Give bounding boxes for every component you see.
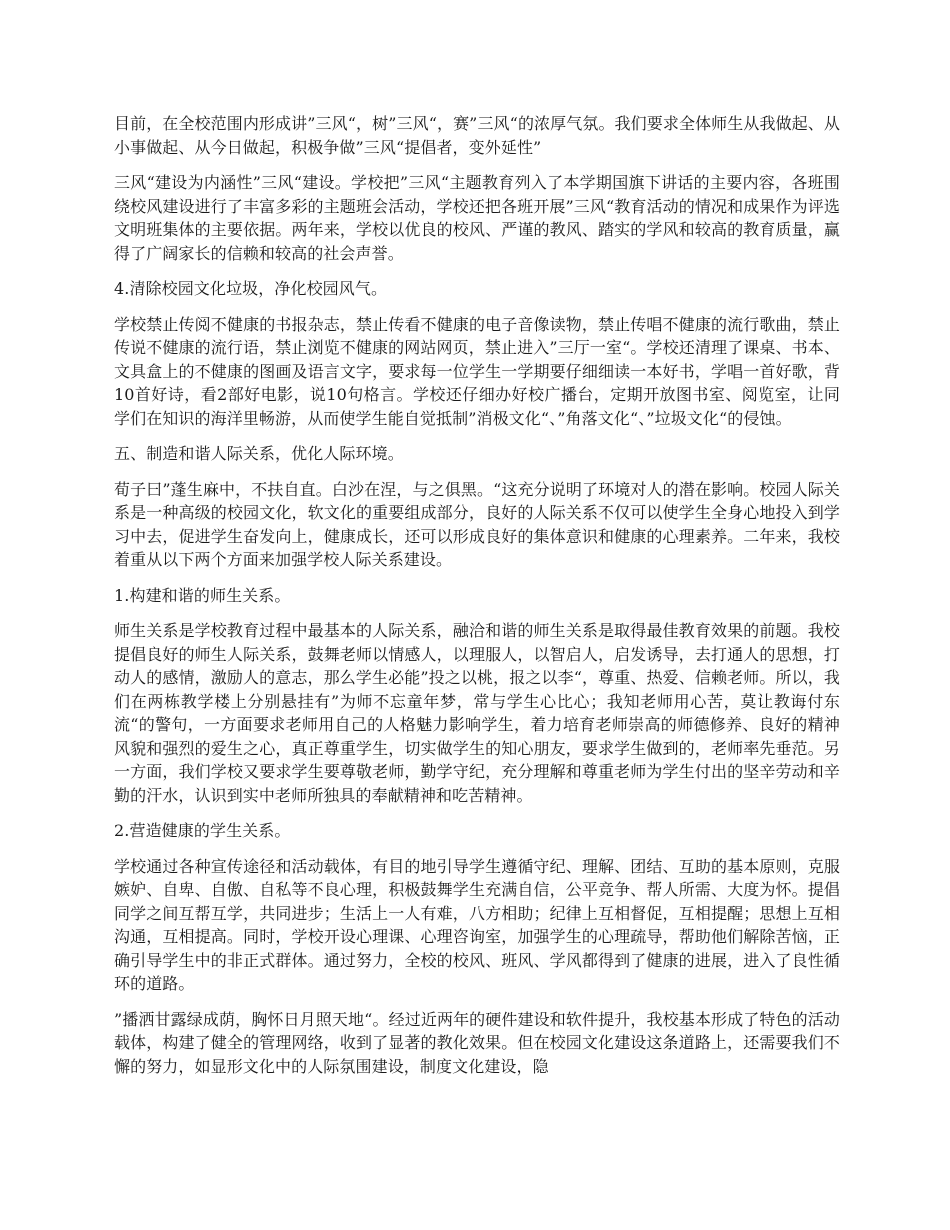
paragraph-4: 荀子曰”蓬生麻中，不扶自直。白沙在涅，与之俱黑。“这充分说明了环境对人的潜在影响。校园人际关系是一种高级的校园文化，软文化的重要组成部分，良好的人际关系不仅可以使学生全身心地投入到学习中去，促进学生奋发向上，健康成长，还可以形成良好的集体意识和健康的心理素养。二年来，我校着重从以下两个方面来加强学校人际关系建设。: [114, 479, 840, 569]
section-heading-5: 五、制造和谐人际关系，优化人际环境。: [114, 444, 404, 463]
paragraph-2: 三风“建设为内涵性”三风“建设。学校把”三风“主题教育列入了本学期国旗下讲话的主要内容，各班围绕校风建设进行了丰富多彩的主题班会活动，学校还把各班开展”三风“教育活动的情况和成果作为评选文明班集体的主要依据。两年来，学校以优良的校风、严谨的教风、踏实的学风和较高的教育质量，赢得了广阔家长的信赖和较高的社会声誉。: [114, 173, 840, 263]
paragraph-7: ”播洒甘露绿成荫，胸怀日月照天地“。经过近两年的硬件建设和软件提升，我校基本形成了特色的活动载体，构建了健全的管理网络，收到了显著的教化效果。但在校园文化建设这条道路上，还需要我们不懈的努力，如显形文化中的人际氛围建设，制度文化建设，隐: [114, 1009, 840, 1076]
paragraph-1: 目前，在全校范围内形成讲”三风“，树”三风“，赛”三风“的浓厚气氛。我们要求全体师生从我做起、从小事做起、从今日做起，积极争做”三风“提倡者，变外延性”: [114, 114, 840, 157]
paragraph-6: 学校通过各种宣传途径和活动载体，有目的地引导学生遵循守纪、理解、团结、互助的基本原则，克服嫉妒、自卑、自傲、自私等不良心理，积极鼓舞学生充满自信，公平竞争、帮人所需、大度为怀。提倡同学之间互帮互学，共同进步；生活上一人有难，八方相助；纪律上互相督促，互相提醒；思想上互相沟通，互相提高。同时，学校开设心理课、心理咨询室，加强学生的心理疏导，帮助他们解除苦恼，正确引导学生中的非正式群体。通过努力，全校的校风、班风、学风都得到了健康的进展，进入了良性循环的道路。: [114, 856, 840, 993]
document-body: [114, 112, 840, 1090]
subsection-heading-1: 1.构建和谐的师生关系。: [114, 585, 291, 605]
paragraph-5: 师生关系是学校教育过程中最基本的人际关系，融洽和谐的师生关系是取得最佳教育效果的前题。我校提倡良好的师生人际关系，鼓舞老师以情感人，以理服人，以智启人，启发诱导，去打通人的思想，打动人的感情，激励人的意志，那么学生必能”投之以桃，报之以李“，尊重、热爱、信赖老师。所以，我们在两栋教学楼上分别悬挂有”为师不忘童年梦，常与学生心比心；我知老师用心苦，莫让教诲付东流“的警句，一方面要求老师用自己的人格魅力影响学生，着力培育老师崇高的师德修养、良好的精神风貌和强烈的爱生之心，真正尊重学生，切实做学生的知心朋友，要求学生做到的，老师率先垂范。另一方面，我们学校又要求学生要尊敬老师，勤学守纪，充分理解和尊重老师为学生付出的坚辛劳动和辛勤的汗水，认识到实中老师所独具的奉献精神和吃苦精神。: [114, 621, 840, 805]
section-heading-4: 4.清除校园文化垃圾，净化校园风气。: [114, 279, 388, 298]
subsection-heading-2: 2.营造健康的学生关系。: [114, 821, 291, 840]
paragraph-3: 学校禁止传阅不健康的书报杂志，禁止传看不健康的电子音像读物，禁止传唱不健康的流行歌曲，禁止传说不健康的流行语，禁止浏览不健康的网站网页，禁止进入”三厅一室“。学校还清理了课桌、书本、文具盒上的不健康的图画及语言文字，要求每一位学生一学期要仔细细读一本好书，学唱一首好歌，背10首好诗，看2部好电影，说10句格言。学校还仔细办好校广播台，定期开放图书室、阅览室，让同学们在知识的海洋里畅游，从而使学生能自觉抵制”消极文化“、”角落文化“、”垃圾文化“的侵蚀。: [114, 314, 840, 428]
